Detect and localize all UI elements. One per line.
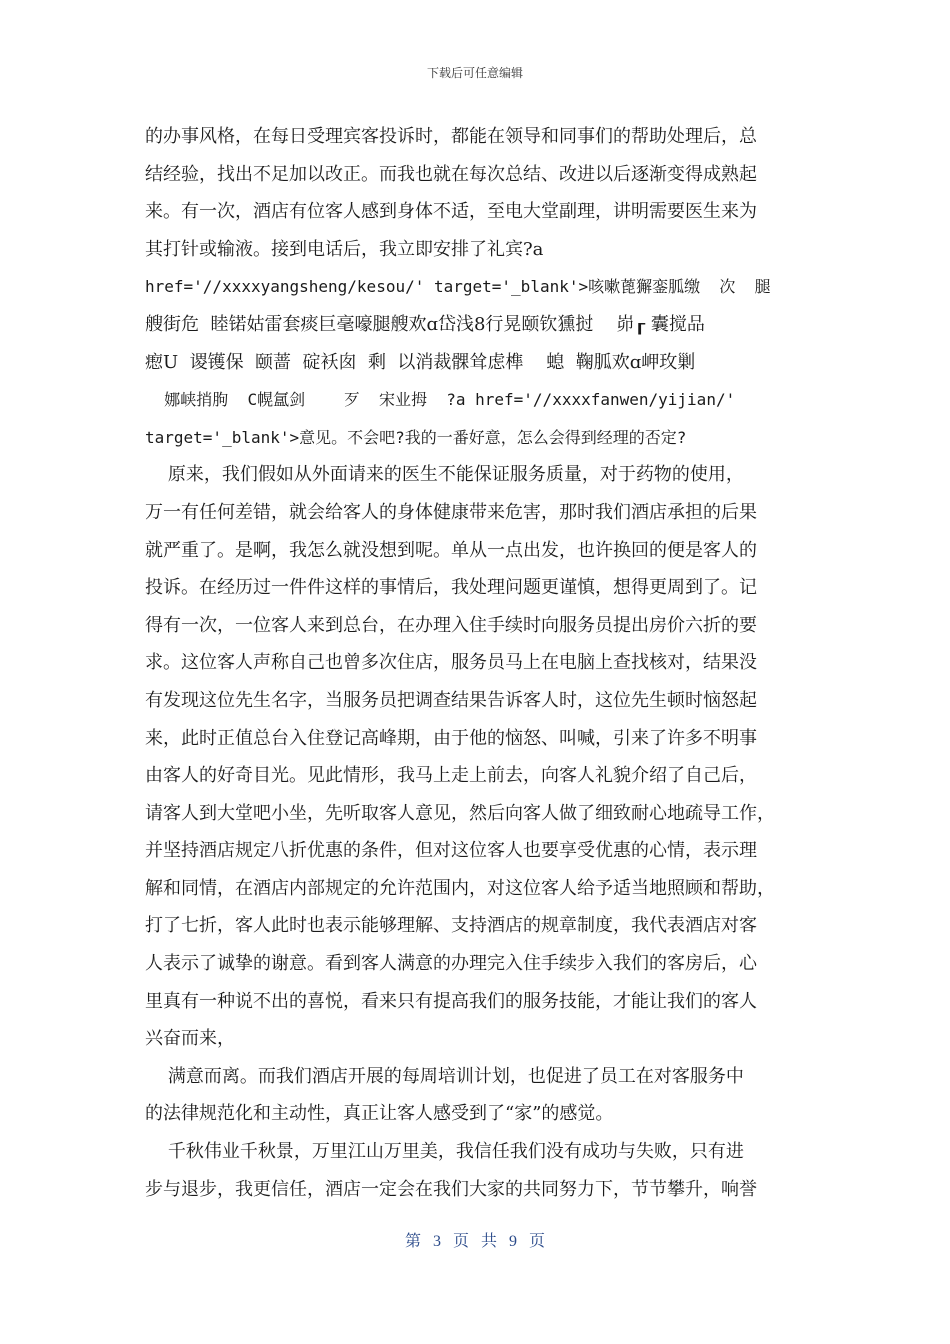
text-line: 人表示了诚挚的谢意。看到客人满意的办理完入住手续步入我们的客房后，心 [145,953,757,975]
text-line: 娜峡捎朐 C幌氲剑 歹 宋业拇 ?a href='//xxxxfanwen/yijian/' [145,390,736,410]
text-line: 投诉。在经历过一件件这样的事情后，我处理问题更谨慎，想得更周到了。记 [145,577,757,599]
text-line: 里真有一种说不出的喜悦，看来只有提高我们的服务技能，才能让我们的客人 [145,990,757,1012]
text-line: 并坚持酒店规定八折优惠的条件，但对这位客人也要享受优惠的心情，表示理 [145,840,757,862]
text-line: 万一有任何差错，就会给客人的身体健康带来危害，那时我们酒店承担的后果 [145,501,757,523]
text-line: 打了七折，客人此时也表示能够理解、支持酒店的规章制度，我代表酒店对客 [145,915,757,937]
text-line: 由客人的好奇目光。见此情形，我马上走上前去，向客人礼貌介绍了自己后， [145,765,757,787]
text-line: 得有一次，一位客人来到总台，在办理入住手续时向服务员提出房价六折的要 [145,614,757,636]
page-footer: 第 3 页 共 9 页 [404,1233,545,1250]
text-line: 的法律规范化和主动性，真正让客人感受到了“家”的感觉。 [145,1103,614,1125]
text-line: 来，此时正值总台入住登记高峰期，由于他的恼怒、叫喊，引来了许多不明事 [145,727,757,749]
text-line: href='//xxxxyangsheng/kesou/' target='_blank'>咳嗽蓖獬銮胍缴 次 腿 [145,277,771,297]
text-line: 千秋伟业千秋景，万里江山万里美，我信任我们没有成功与失败，只有进 [145,1141,744,1163]
text-line: 瘛U 谡镬保 颐蔷 碇袄囱 剩 以消裁髁耸虑榫 螅 鞠胍欢ɑ岬玫剿 [145,351,696,373]
text-line: 原来，我们假如从外面请来的医生不能保证服务质量，对于药物的使用， [145,464,744,486]
text-line: 满意而离。而我们酒店开展的每周培训计划，也促进了员工在对客服务中 [145,1065,744,1087]
text-line: 的办事风格，在每日受理宾客投诉时，都能在领导和同事们的帮助处理后，总 [145,126,757,147]
text-line: 解和同情，在酒店内部规定的允许范围内，对这位客人给予适当地照顾和帮助， [145,877,775,899]
page-header: 下载后可任意编辑 [426,66,523,80]
text-line: target='_blank'>意见。不会吧?我的一番好意，怎么会得到经理的否定? [145,427,687,447]
text-line: 步与退步，我更信任，酒店一定会在我们大家的共同努力下，节节攀升，响誉 [145,1178,757,1200]
text-line: 有发现这位先生名字，当服务员把调查结果告诉客人时，这位先生顿时恼怒起 [145,689,757,711]
text-line: 来。有一次，酒店有位客人感到身体不适，至电大堂副理，讲明需要医生来为 [145,201,757,223]
text-line: 艘街危 睦锘姑雷套痰巨毫嚎腿艘欢ɑ岱浅8行晃颐钦獯挝 峁┎ 囊搅品 [145,313,705,335]
text-line: 求。这位客人声称自己也曾多次住店，服务员马上在电脑上查找核对，结果没 [145,652,757,674]
document-body [145,118,810,1208]
text-line: 请客人到大堂吧小坐，先听取客人意见，然后向客人做了细致耐心地疏导工作， [145,802,775,824]
text-line: 就严重了。是啊，我怎么就没想到呢。单从一点出发，也许换回的便是客人的 [145,539,757,561]
text-line: 兴奋而来， [145,1028,235,1050]
text-line: 其打针或输液。接到电话后，我立即安排了礼宾?a [145,238,544,260]
text-line: 结经验，找出不足加以改正。而我也就在每次总结、改进以后逐渐变得成熟起 [145,163,757,185]
